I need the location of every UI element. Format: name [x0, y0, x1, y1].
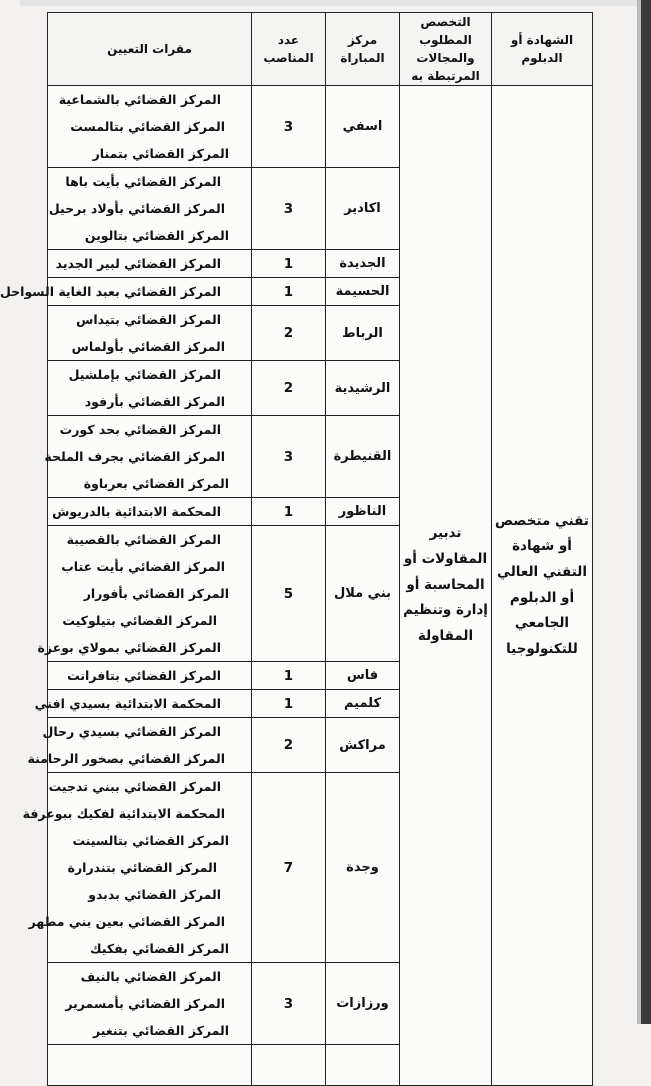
seats-cell: [48, 168, 252, 250]
recruitment-table: [0, 12, 593, 1086]
seat-item: المركز القضائي بأولماس: [71, 339, 225, 354]
posts-cell: 2: [252, 306, 326, 361]
seats-cell: [22, 773, 252, 963]
posts-cell: 1: [252, 498, 326, 526]
seat-item: المركز القضائي بعين بني مطهر: [28, 914, 225, 929]
seats-cell: [37, 526, 252, 662]
center-cell: مراكش: [326, 718, 400, 773]
center-cell: اكادير: [326, 168, 400, 250]
center-cell: القنيطرة: [326, 416, 400, 498]
seat-item: المركز القضائي بأرفود: [84, 394, 225, 409]
seat-item: المركز القضائي بدبدو: [88, 887, 221, 902]
seat-item: المركز القضائي بتنغير: [92, 1023, 229, 1038]
continued-cell: [252, 1045, 326, 1086]
table-row: [48, 86, 593, 168]
seat-item: المركز القضائي بحد كورت: [59, 422, 221, 437]
table-body: [0, 86, 593, 1086]
seats-cell: [48, 86, 252, 168]
posts-cell: 5: [252, 526, 326, 662]
seat-item: المركز القضائي لبير الجديد: [55, 256, 221, 271]
center-cell: وجدة: [326, 773, 400, 963]
posts-cell: 1: [252, 250, 326, 278]
seat-item: المركز القضائي بصخور الرحامنة: [27, 751, 225, 766]
header-center: مركز المباراة: [326, 13, 400, 86]
seat-item: المركز القضائي بعرباوة: [83, 476, 229, 491]
seat-item: المركز القضائي بأفورار: [83, 586, 229, 601]
seat-item: المركز القضائي بالنيف: [80, 969, 221, 984]
center-cell: ورزازات: [326, 963, 400, 1045]
center-cell: الناظور: [326, 498, 400, 526]
seats-cell: [0, 278, 252, 306]
seat-item: المحكمة الابتدائية بسيدي افني: [34, 696, 221, 711]
continued-cell: [326, 1045, 400, 1086]
header-specialty: التخصص المطلوب والمجالات المرتبطة به: [400, 13, 492, 86]
seat-item: المركز القضائي بإملشيل: [68, 367, 221, 382]
seat-item: المركز القضائي بتيداس: [76, 312, 221, 327]
seat-item: المركز القضائي بتالسينت: [72, 833, 229, 848]
seat-item: المركز القضائي بأيت باها: [65, 174, 221, 189]
seats-cell: [48, 250, 252, 278]
seat-item: المركز القضائي ببني تدجيت: [48, 779, 221, 794]
header-diploma: الشهادة أو الدبلوم: [492, 13, 593, 86]
seats-cell: [34, 690, 252, 718]
seat-item: المركز القضائي بتمنار: [92, 146, 229, 161]
seat-item: المركز القضائي بالقصيبة: [66, 532, 221, 547]
posts-cell: 3: [252, 963, 326, 1045]
seat-item: المركز القضائي بتيلوكيت: [62, 613, 217, 628]
seats-cell: [48, 361, 252, 416]
header-seats: مقرات التعيين: [48, 13, 252, 86]
center-cell: بني ملال: [326, 526, 400, 662]
seat-item: المحكمة الابتدائية بالدريوش: [52, 504, 221, 519]
posts-cell: 3: [252, 168, 326, 250]
posts-cell: 3: [252, 416, 326, 498]
seats-cell: [27, 718, 252, 773]
seat-item: المركز القضائي بأمسمرير: [65, 996, 225, 1011]
seat-item: المركز القضائي بتالمست: [70, 119, 225, 134]
seat-item: المركز القضائي بتالوين: [84, 228, 229, 243]
seats-cell: [48, 498, 252, 526]
seat-item: المركز القضائي بأولاد برحيل: [48, 201, 225, 216]
seat-item: المحكمة الابتدائية لفكيك ببوعرفة: [22, 806, 225, 821]
seat-item: المركز القضائي بسيدي رحال: [42, 724, 221, 739]
posts-cell: 3: [252, 86, 326, 168]
top-page-edge: [20, 0, 637, 6]
center-cell: الرباط: [326, 306, 400, 361]
posts-cell: 1: [252, 690, 326, 718]
posts-cell: 1: [252, 662, 326, 690]
center-cell: الجديدة: [326, 250, 400, 278]
seat-item: المركز القضائي بتندرارة: [67, 860, 217, 875]
posts-cell: 2: [252, 361, 326, 416]
specialty-cell: تدبير المقاولات أو المحاسبة أو إدارة وتنظيم المقاولة: [400, 86, 492, 1086]
seat-item: المركز القضائي بمولاي بوعزة: [37, 640, 221, 655]
seats-cell: [48, 963, 252, 1045]
posts-cell: 7: [252, 773, 326, 963]
continued-cell: [48, 1045, 252, 1086]
page-edge-shadow: [641, 0, 651, 1024]
seat-item: المركز القضائي بأيت عتاب: [61, 559, 225, 574]
seat-item: المركز القضائي بفكيك: [90, 941, 229, 956]
center-cell: كلميم: [326, 690, 400, 718]
seat-item: المركز القضائي بعبد الغاية السواحل: [0, 284, 221, 299]
center-cell: فاس: [326, 662, 400, 690]
center-cell: اسفي: [326, 86, 400, 168]
seat-item: المركز القضائي بالشماعية: [58, 92, 221, 107]
seats-cell: [48, 306, 252, 361]
diploma-cell: تقني متخصص أو شهادة التقني العالي أو الدبلوم الجامعي للتكنولوجيا: [492, 86, 593, 1086]
center-cell: الرشيدية: [326, 361, 400, 416]
header-posts: عدد المناصب: [252, 13, 326, 86]
header-row: [48, 13, 593, 86]
seat-item: المركز القضائي بتافرانت: [67, 668, 221, 683]
seats-cell: [44, 416, 252, 498]
posts-cell: 1: [252, 278, 326, 306]
seats-cell: [48, 662, 252, 690]
center-cell: الحسيمة: [326, 278, 400, 306]
seat-item: المركز القضائي بجرف الملحة: [44, 449, 225, 464]
posts-cell: 2: [252, 718, 326, 773]
